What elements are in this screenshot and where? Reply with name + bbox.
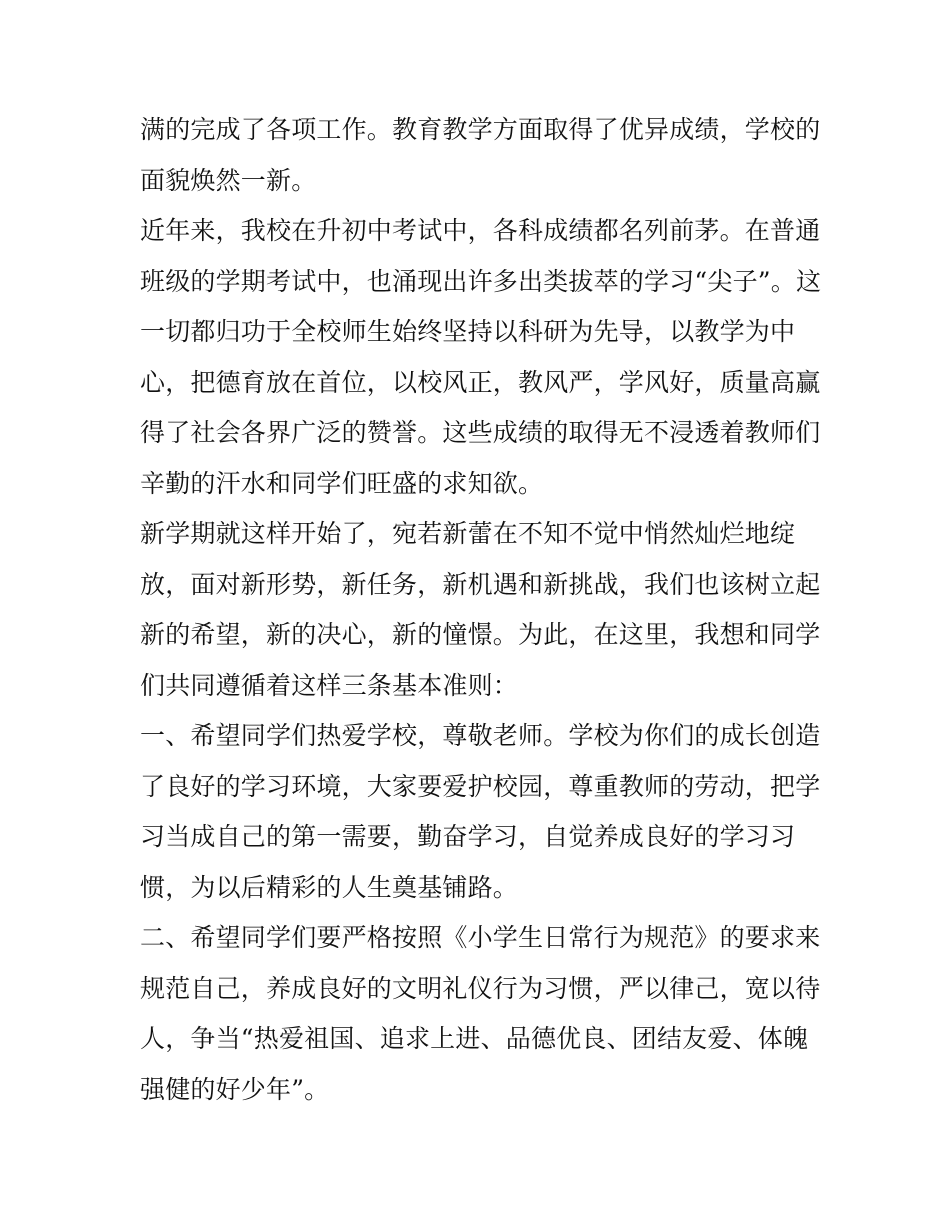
text-line: 惯，为以后精彩的人生奠基铺路。 bbox=[140, 872, 519, 902]
text-line: 新学期就这样开始了，宛若新蕾在不知不觉中悄然灿烂地绽 bbox=[140, 519, 796, 548]
text-line: 二、希望同学们要严格按照《小学生日常行为规范》的要求来 bbox=[140, 923, 821, 952]
text-line: 得了社会各界广泛的赞誉。这些成绩的取得无不浸透着教师们 bbox=[140, 418, 821, 447]
text-line: 人，争当“热爱祖国、追求上进、品德优良、团结友爱、体魄 bbox=[140, 1024, 809, 1053]
text-line: 放，面对新形势，新任务，新机遇和新挑战，我们也该树立起 bbox=[140, 569, 821, 599]
text-line: 面貌焕然一新。 bbox=[140, 165, 317, 195]
text-line: 近年来，我校在升初中考试中，各科成绩都名列前茅。在普通 bbox=[140, 216, 821, 245]
text-line: 一、希望同学们热爱学校，尊敬老师。学校为你们的成长创造 bbox=[140, 721, 821, 750]
text-line: 辛勤的汗水和同学们旺盛的求知欲。 bbox=[140, 468, 544, 498]
document-body bbox=[140, 105, 820, 1115]
text-line: 新的希望，新的决心，新的憧憬。为此，在这里，我想和同学 bbox=[140, 620, 821, 649]
text-line: 满的完成了各项工作。教育教学方面取得了优异成绩，学校的 bbox=[140, 115, 821, 144]
text-line: 了良好的学习环境，大家要爱护校园，尊重教师的劳动，把学 bbox=[140, 771, 821, 801]
text-line: 一切都归功于全校师生始终坚持以科研为先导，以教学为中 bbox=[140, 317, 796, 346]
text-line: 习当成自己的第一需要，勤奋学习，自觉养成良好的学习习 bbox=[140, 822, 796, 851]
text-line: 们共同遵循着这样三条基本准则： bbox=[140, 670, 519, 700]
text-line: 强健的好少年”。 bbox=[140, 1074, 330, 1104]
text-line: 心，把德育放在首位，以校风正，教风严，学风好，质量高赢 bbox=[140, 367, 821, 397]
text-line: 班级的学期考试中，也涌现出许多出类拔萃的学习“尖子”。这 bbox=[140, 266, 822, 296]
text-line: 规范自己，养成良好的文明礼仪行为习惯，严以律己，宽以待 bbox=[140, 973, 821, 1003]
